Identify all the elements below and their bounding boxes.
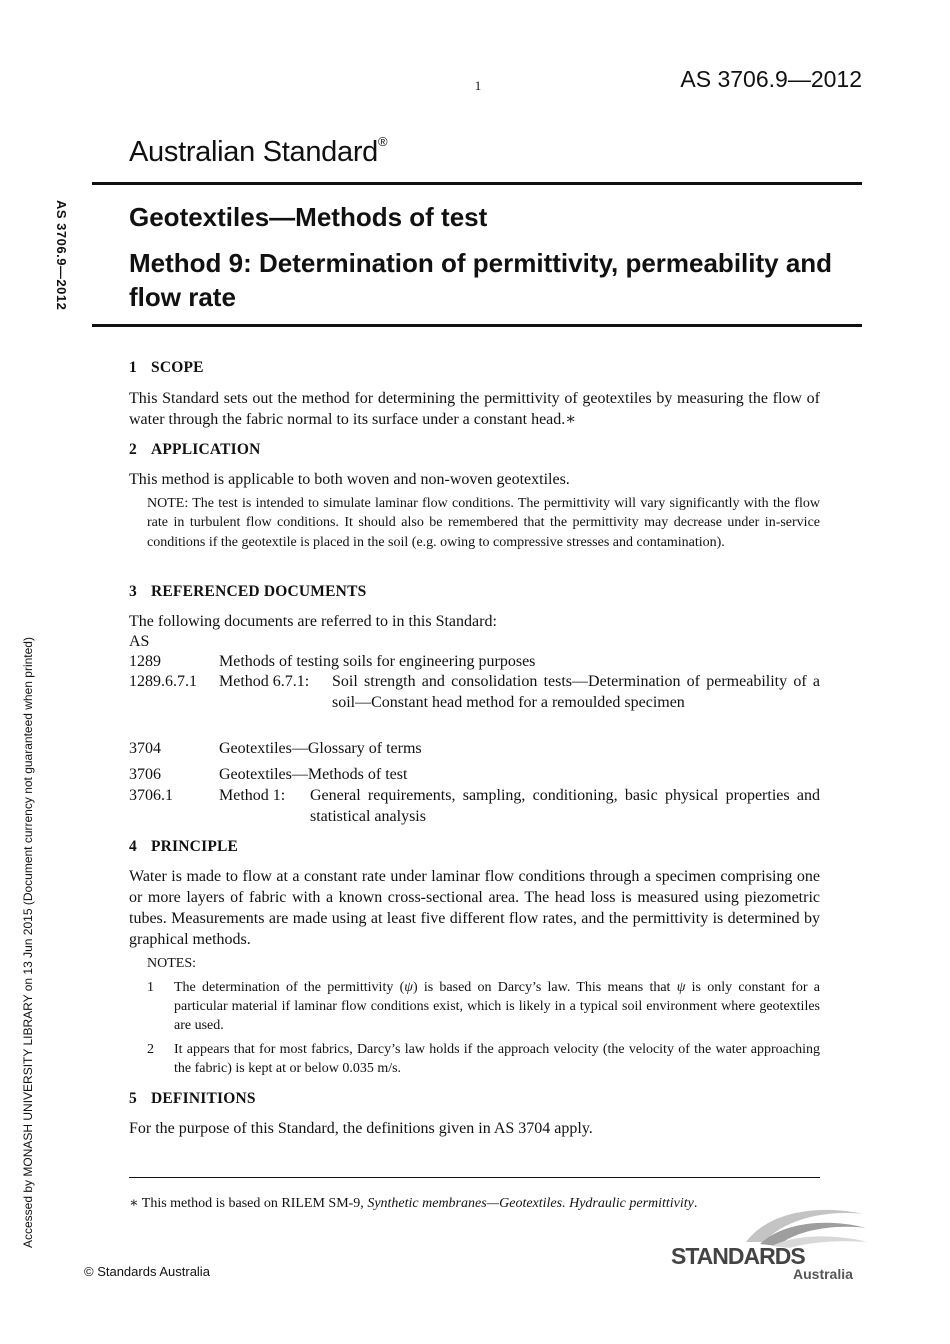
psi-symbol: ψ: [676, 980, 686, 995]
reference-code: 3706: [129, 766, 161, 783]
access-note: Accessed by MONASH UNIVERSITY LIBRARY on 13 Jun 2015 (Document currency not guaranteed when printed): [21, 637, 35, 1248]
principle-notes-heading: NOTES:: [147, 956, 196, 971]
references-group: AS: [129, 633, 150, 650]
reference-title: Soil strength and consolidation tests—Determination of permeability of a soil—Constant head method for a remoulded specimen: [332, 673, 820, 711]
section-heading-application: 2 APPLICATION: [129, 441, 261, 458]
reference-item: [129, 739, 820, 760]
reference-title: General requirements, sampling, conditioning, basic physical properties and statistical analysis: [310, 787, 820, 825]
references-intro: The following documents are referred to in this Standard:: [129, 613, 497, 630]
copyright: © Standards Australia: [84, 1264, 210, 1279]
footnote: ∗ This method is based on RILEM SM-9, Synthetic membranes—Geotextiles. Hydraulic permittivity.: [129, 1196, 698, 1211]
section-heading-scope: 1 SCOPE: [129, 359, 204, 376]
psi-symbol: ψ: [404, 980, 413, 995]
side-standard-id: AS 3706.9—2012: [54, 200, 69, 311]
reference-item: [129, 786, 820, 828]
logo-wordmark: STANDARDS: [671, 1243, 805, 1269]
section-heading-principle: 4 PRINCIPLE: [129, 838, 239, 855]
standards-australia-logo: [668, 1204, 868, 1286]
section-heading-definitions: 5 DEFINITIONS: [129, 1090, 256, 1107]
reference-title: Geotextiles—Methods of test: [219, 766, 408, 783]
brand-text: Australian Standard: [129, 136, 379, 168]
logo-subtext: Australia: [793, 1266, 853, 1282]
footnote-rule: [129, 1177, 820, 1178]
standard-id: AS 3706.9—2012: [680, 66, 862, 92]
reference-code: 1289.6.7.1: [129, 673, 197, 690]
reference-item: [129, 765, 820, 786]
application-text: This method is applicable to both woven and non-woven geotextiles.: [129, 471, 570, 488]
reference-code: 3704: [129, 740, 161, 757]
reference-prefix: Method 1:: [219, 787, 286, 804]
document-title: Geotextiles—Methods of test: [129, 202, 488, 232]
reference-code: 1289: [129, 653, 161, 670]
application-note: NOTE: The test is intended to simulate laminar flow conditions. The permittivity will vary significantly with the flow rate in turbulent flow conditions. It should also be remembered that the permittivity may decrease under in-service conditions if the geotextile is placed in the soil (e.g. owing to compressive stresses and contamination).: [147, 496, 820, 550]
title-rule-top: [92, 182, 862, 185]
definitions-text: For the purpose of this Standard, the definitions given in AS 3704 apply.: [129, 1120, 593, 1137]
reference-item: [129, 672, 820, 734]
principle-note: [0, 1040, 950, 1080]
reference-prefix: Method 6.7.1:: [219, 673, 310, 690]
note-number: 1: [147, 980, 154, 995]
brand-line: [129, 136, 387, 169]
principle-text: Water is made to flow at a constant rate under laminar flow conditions through a specimen comprising one or more layers of fabric with a known cross-sectional area. The head loss is measured using piezometric tubes. Measurements are made using at least five different flow rates, and the permittivity is determined by graphical methods.: [129, 868, 820, 948]
note-number: 2: [147, 1042, 154, 1057]
note-text: It appears that for most fabrics, Darcy’s law holds if the approach velocity (the velocity of the water approaching the fabric) is kept at or below 0.035 m/s.: [174, 1042, 820, 1076]
section-heading-references: 3 REFERENCED DOCUMENTS: [129, 583, 367, 600]
principle-note: [0, 978, 950, 1038]
footnote-mark: ∗: [565, 411, 577, 428]
reference-title: Geotextiles—Glossary of terms: [219, 740, 422, 757]
registered-mark: ®: [378, 134, 388, 149]
title-rule-bottom: [92, 324, 862, 327]
reference-code: 3706.1: [129, 787, 173, 804]
reference-item: [129, 652, 820, 673]
reference-title: Methods of testing soils for engineering purposes: [219, 653, 536, 670]
scope-text: This Standard sets out the method for determining the permittivity of geotextiles by measuring the flow of water through the fabric normal to its surface under a constant head.∗: [129, 390, 820, 428]
method-title: Method 9: Determination of permittivity, permeability and flow rate: [129, 248, 833, 312]
note-text: The determination of the permittivity (ψ) is based on Darcy’s law. This means that ψ is only constant for a particular material if laminar flow conditions exist, which is likely in a typical soil environment where geotextiles are used.: [174, 980, 820, 1033]
page-number: 1: [474, 78, 482, 93]
